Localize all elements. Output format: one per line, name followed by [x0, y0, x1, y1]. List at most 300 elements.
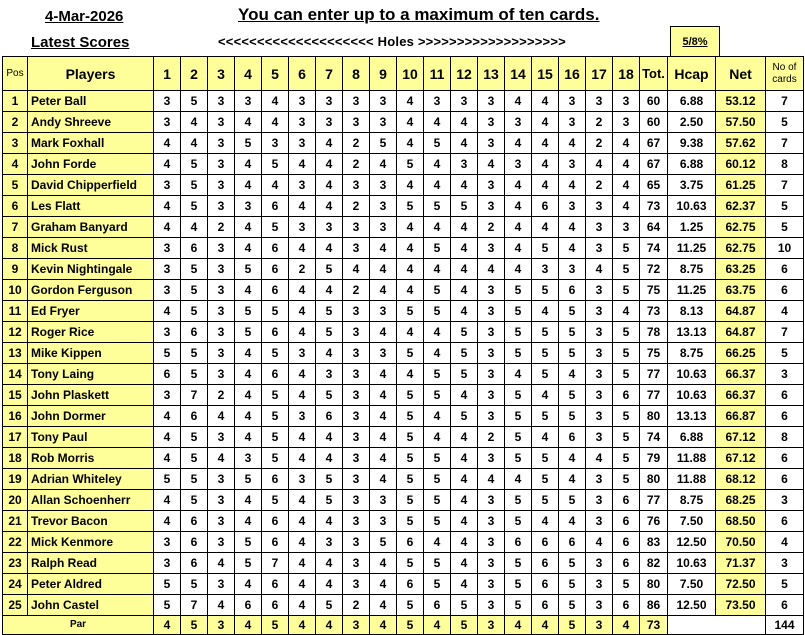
hole-score: 5: [397, 448, 424, 469]
hole-score: 4: [505, 133, 532, 154]
hole-score: 4: [559, 364, 586, 385]
hole-score: 4: [451, 385, 478, 406]
hole-score: 4: [532, 133, 559, 154]
hole-score: 4: [559, 511, 586, 532]
hole-score: 3: [289, 175, 316, 196]
hole-score: 5: [532, 490, 559, 511]
total-cell: 75: [640, 343, 668, 364]
hcap-cell: 8.75: [668, 259, 716, 280]
hole-score: 4: [613, 175, 640, 196]
hole-score: 3: [208, 112, 235, 133]
hole-score: 3: [478, 301, 505, 322]
hole-score: 3: [208, 532, 235, 553]
player-name: Mark Foxhall: [28, 133, 154, 154]
hole-score: 4: [154, 217, 181, 238]
hole-score: 5: [505, 427, 532, 448]
hole-score: 4: [451, 490, 478, 511]
hole-score: 6: [262, 511, 289, 532]
hole-score: 5: [505, 553, 532, 574]
hole-score: 4: [262, 91, 289, 112]
net-cell: 57.50: [716, 112, 766, 133]
table-row: [3, 595, 804, 616]
hole-score: 3: [235, 196, 262, 217]
hole-score: 3: [208, 322, 235, 343]
hole-score: 3: [505, 112, 532, 133]
hole-score: 4: [235, 511, 262, 532]
hole-score: 3: [154, 112, 181, 133]
hole-score: 3: [343, 553, 370, 574]
hole-score: 4: [154, 406, 181, 427]
hole-score: 5: [424, 511, 451, 532]
hole-score: 6: [262, 595, 289, 616]
hole-score: 7: [262, 553, 289, 574]
par-value: 4: [424, 616, 451, 635]
pos-cell: 1: [3, 91, 28, 112]
hole-score: 3: [208, 343, 235, 364]
net-cell: 64.87: [716, 301, 766, 322]
hole-score: 4: [316, 280, 343, 301]
net-cell: 66.25: [716, 343, 766, 364]
hole-score: 3: [316, 91, 343, 112]
net-cell: 73.50: [716, 595, 766, 616]
hole-score: 6: [613, 490, 640, 511]
hole-score: 6: [532, 532, 559, 553]
hole-score: 3: [316, 364, 343, 385]
hole-score: 4: [343, 259, 370, 280]
hole-score: 4: [208, 595, 235, 616]
hole-score: 4: [262, 175, 289, 196]
hole-score: 4: [235, 490, 262, 511]
hole-score: 4: [154, 490, 181, 511]
hole-score: 4: [532, 427, 559, 448]
net-cell: 66.37: [716, 385, 766, 406]
net-cell: 67.12: [716, 427, 766, 448]
report-date: 4-Mar-2026: [45, 8, 124, 25]
hole-score: 3: [343, 511, 370, 532]
hole-score: 3: [289, 343, 316, 364]
hole-score: 4: [154, 196, 181, 217]
hole-score: 4: [154, 448, 181, 469]
hole-score: 5: [154, 595, 181, 616]
hole-score: 5: [154, 574, 181, 595]
hole-score: 4: [289, 322, 316, 343]
hole-score: 4: [532, 217, 559, 238]
hole-score: 3: [154, 259, 181, 280]
hole-score: 3: [343, 112, 370, 133]
hole-score: 3: [343, 574, 370, 595]
hole-score: 6: [559, 532, 586, 553]
hole-score: 6: [613, 385, 640, 406]
total-cell: 73: [640, 301, 668, 322]
hole-score: 5: [262, 154, 289, 175]
cards-cell: 5: [766, 196, 804, 217]
hole-score: 4: [370, 406, 397, 427]
hole-score: 3: [478, 280, 505, 301]
hcap-cell: 8.75: [668, 490, 716, 511]
total-cell: 86: [640, 595, 668, 616]
hole-score: 5: [532, 322, 559, 343]
col-hcap: Hcap: [668, 57, 716, 91]
par-value: 4: [289, 616, 316, 635]
par-value: 4: [532, 616, 559, 635]
hole-score: 5: [262, 427, 289, 448]
pos-cell: 9: [3, 259, 28, 280]
hole-score: 4: [370, 595, 397, 616]
hole-score: 5: [181, 490, 208, 511]
hole-score: 5: [532, 364, 559, 385]
hole-score: 3: [343, 406, 370, 427]
hole-score: 4: [424, 259, 451, 280]
col-hole: 6: [289, 57, 316, 91]
hole-score: 4: [424, 427, 451, 448]
hole-score: 5: [559, 322, 586, 343]
hole-score: 4: [532, 91, 559, 112]
player-name: Kevin Nightingale: [28, 259, 154, 280]
table-row: [3, 175, 804, 196]
hole-score: 3: [316, 217, 343, 238]
hcap-cell: 7.50: [668, 511, 716, 532]
hole-score: 4: [235, 343, 262, 364]
table-row: [3, 301, 804, 322]
hole-score: 4: [505, 91, 532, 112]
handicap-allowance-box: [670, 26, 720, 57]
hole-score: 4: [289, 385, 316, 406]
table-row: [3, 259, 804, 280]
hcap-cell: 3.75: [668, 175, 716, 196]
hole-score: 5: [613, 280, 640, 301]
hole-score: 3: [208, 301, 235, 322]
hole-score: 3: [208, 364, 235, 385]
par-row: [3, 616, 804, 635]
hole-score: 4: [235, 364, 262, 385]
hole-score: 4: [316, 196, 343, 217]
player-name: Tony Laing: [28, 364, 154, 385]
hole-score: 2: [208, 385, 235, 406]
hole-score: 5: [316, 322, 343, 343]
pos-cell: 2: [3, 112, 28, 133]
net-cell: 70.50: [716, 532, 766, 553]
hcap-cell: 6.88: [668, 91, 716, 112]
hole-score: 4: [559, 238, 586, 259]
net-cell: 68.50: [716, 511, 766, 532]
hole-score: 4: [613, 301, 640, 322]
player-name: Mike Kippen: [28, 343, 154, 364]
hole-score: 5: [181, 196, 208, 217]
hole-score: 5: [613, 427, 640, 448]
hole-score: 3: [586, 511, 613, 532]
hole-score: 4: [505, 469, 532, 490]
player-name: Les Flatt: [28, 196, 154, 217]
total-cell: 60: [640, 112, 668, 133]
par-value: 5: [181, 616, 208, 635]
hole-score: 5: [397, 427, 424, 448]
net-cell: 66.37: [716, 364, 766, 385]
col-hole: 9: [370, 57, 397, 91]
hole-score: 4: [586, 259, 613, 280]
hole-score: 6: [262, 532, 289, 553]
col-pos: Pos: [3, 57, 28, 91]
table-row: [3, 448, 804, 469]
table-row: [3, 280, 804, 301]
hole-score: 3: [586, 217, 613, 238]
hole-score: 5: [181, 91, 208, 112]
total-cell: 60: [640, 91, 668, 112]
pos-cell: 12: [3, 322, 28, 343]
scores-table: [2, 56, 804, 635]
net-cell: 60.12: [716, 154, 766, 175]
hole-score: 5: [505, 406, 532, 427]
hole-score: 6: [154, 364, 181, 385]
cards-cell: 7: [766, 133, 804, 154]
hole-score: 3: [208, 133, 235, 154]
hole-score: 5: [451, 196, 478, 217]
player-name: John Forde: [28, 154, 154, 175]
total-cell: 72: [640, 259, 668, 280]
hole-score: 3: [343, 469, 370, 490]
player-name: Roger Rice: [28, 322, 154, 343]
hole-score: 5: [235, 532, 262, 553]
cards-cell: 6: [766, 595, 804, 616]
pos-cell: 3: [3, 133, 28, 154]
hole-score: 3: [559, 112, 586, 133]
hole-score: 4: [532, 175, 559, 196]
hcap-cell: 10.63: [668, 364, 716, 385]
total-cell: 80: [640, 574, 668, 595]
net-cell: 53.12: [716, 91, 766, 112]
hole-score: 3: [208, 427, 235, 448]
total-cell: 75: [640, 280, 668, 301]
hole-score: 4: [154, 511, 181, 532]
hole-score: 6: [532, 595, 559, 616]
hole-score: 5: [424, 133, 451, 154]
hole-score: 4: [208, 553, 235, 574]
hole-score: 3: [208, 238, 235, 259]
hole-score: 3: [208, 196, 235, 217]
hole-score: 4: [316, 154, 343, 175]
cards-cell: 3: [766, 364, 804, 385]
hole-score: 3: [586, 196, 613, 217]
hole-score: 4: [235, 112, 262, 133]
hole-score: 5: [235, 553, 262, 574]
hole-score: 4: [289, 196, 316, 217]
hole-score: 3: [289, 91, 316, 112]
hole-score: 3: [289, 217, 316, 238]
hole-score: 3: [586, 595, 613, 616]
hcap-cell: 11.88: [668, 469, 716, 490]
hole-score: 4: [370, 427, 397, 448]
col-hole: 11: [424, 57, 451, 91]
hole-score: 3: [586, 322, 613, 343]
hole-score: 3: [586, 490, 613, 511]
hole-score: 3: [478, 91, 505, 112]
player-name: Graham Banyard: [28, 217, 154, 238]
pos-cell: 20: [3, 490, 28, 511]
hole-score: 4: [181, 133, 208, 154]
hole-score: 4: [505, 196, 532, 217]
hole-score: 2: [343, 595, 370, 616]
table-row: [3, 490, 804, 511]
cards-cell: 4: [766, 301, 804, 322]
hole-score: 3: [478, 385, 505, 406]
hole-score: 5: [559, 301, 586, 322]
hole-score: 5: [397, 490, 424, 511]
hole-score: 4: [316, 448, 343, 469]
hole-score: 4: [316, 553, 343, 574]
hole-score: 3: [208, 574, 235, 595]
cards-cell: 3: [766, 553, 804, 574]
hole-score: 3: [343, 343, 370, 364]
par-value: 5: [559, 616, 586, 635]
hole-score: 6: [316, 406, 343, 427]
hole-score: 5: [451, 595, 478, 616]
hole-score: 3: [586, 427, 613, 448]
player-name: David Chipperfield: [28, 175, 154, 196]
hcap-cell: 11.25: [668, 238, 716, 259]
hole-score: 4: [289, 301, 316, 322]
instruction-text: You can enter up to a maximum of ten cards.: [238, 5, 600, 24]
hole-score: 5: [154, 343, 181, 364]
hole-score: 4: [289, 154, 316, 175]
hole-score: 5: [451, 406, 478, 427]
hole-score: 3: [478, 511, 505, 532]
hole-score: 3: [478, 532, 505, 553]
hole-score: 3: [208, 280, 235, 301]
par-value: 4: [235, 616, 262, 635]
col-hole: 4: [235, 57, 262, 91]
total-cell: 73: [640, 196, 668, 217]
hole-score: 2: [586, 133, 613, 154]
hole-score: 3: [478, 448, 505, 469]
hole-score: 5: [181, 154, 208, 175]
player-name: Andy Shreeve: [28, 112, 154, 133]
hole-score: 4: [316, 238, 343, 259]
hole-score: 6: [613, 553, 640, 574]
hole-score: 5: [424, 301, 451, 322]
player-name: Gordon Ferguson: [28, 280, 154, 301]
cards-cell: 7: [766, 91, 804, 112]
hole-score: 4: [559, 448, 586, 469]
total-cell: 83: [640, 532, 668, 553]
hole-score: 5: [154, 469, 181, 490]
hole-score: 6: [181, 553, 208, 574]
hole-score: 5: [505, 322, 532, 343]
hole-score: 4: [451, 259, 478, 280]
hole-score: 3: [289, 469, 316, 490]
hole-score: 4: [505, 364, 532, 385]
player-name: Peter Ball: [28, 91, 154, 112]
hcap-cell: 6.88: [668, 154, 716, 175]
col-hole: 15: [532, 57, 559, 91]
pos-cell: 16: [3, 406, 28, 427]
hole-score: 4: [181, 217, 208, 238]
hole-score: 5: [613, 574, 640, 595]
hole-score: 5: [262, 490, 289, 511]
col-hole: 5: [262, 57, 289, 91]
hole-score: 3: [559, 196, 586, 217]
hole-score: 2: [208, 217, 235, 238]
hole-score: 4: [235, 427, 262, 448]
hole-score: 4: [208, 406, 235, 427]
table-row: [3, 553, 804, 574]
hole-score: 3: [478, 553, 505, 574]
hole-score: 4: [397, 280, 424, 301]
hole-score: 5: [235, 259, 262, 280]
hole-score: 3: [613, 112, 640, 133]
par-value: 3: [343, 616, 370, 635]
hole-score: 3: [343, 238, 370, 259]
hole-score: 5: [397, 301, 424, 322]
hole-score: 6: [397, 574, 424, 595]
hcap-cell: 8.75: [668, 343, 716, 364]
hole-score: 5: [505, 385, 532, 406]
hole-score: 3: [154, 553, 181, 574]
hole-score: 3: [586, 553, 613, 574]
hole-score: 5: [424, 238, 451, 259]
hole-score: 3: [559, 91, 586, 112]
cards-cell: 5: [766, 343, 804, 364]
hole-score: 3: [316, 112, 343, 133]
total-cell: 80: [640, 406, 668, 427]
par-value: 3: [208, 616, 235, 635]
hole-score: 4: [370, 280, 397, 301]
hole-score: 3: [478, 574, 505, 595]
hole-score: 5: [235, 322, 262, 343]
par-value: 4: [613, 616, 640, 635]
hole-score: 3: [586, 364, 613, 385]
col-hole: 17: [586, 57, 613, 91]
hole-score: 3: [478, 196, 505, 217]
hole-score: 6: [424, 595, 451, 616]
player-name: Mick Rust: [28, 238, 154, 259]
hole-score: 3: [613, 91, 640, 112]
hole-score: 3: [343, 175, 370, 196]
table-row: [3, 343, 804, 364]
hole-score: 5: [532, 406, 559, 427]
hole-score: 5: [316, 595, 343, 616]
hole-score: 5: [613, 406, 640, 427]
hole-score: 4: [370, 574, 397, 595]
total-cell: 67: [640, 133, 668, 154]
hcap-cell: 8.13: [668, 301, 716, 322]
table-row: [3, 217, 804, 238]
hole-score: 3: [289, 112, 316, 133]
hole-score: 3: [289, 133, 316, 154]
hole-score: 5: [316, 301, 343, 322]
hole-score: 3: [343, 448, 370, 469]
table-row: [3, 196, 804, 217]
col-hole: 13: [478, 57, 505, 91]
col-hole: 8: [343, 57, 370, 91]
pos-cell: 6: [3, 196, 28, 217]
hole-score: 3: [370, 343, 397, 364]
latest-scores-heading: Latest Scores: [31, 34, 130, 51]
hole-score: 5: [532, 238, 559, 259]
hole-score: 4: [289, 280, 316, 301]
hole-score: 5: [181, 259, 208, 280]
hole-score: 4: [424, 175, 451, 196]
col-cards: No of cards: [766, 57, 804, 91]
hole-score: 3: [343, 427, 370, 448]
hole-score: 3: [559, 154, 586, 175]
pos-cell: 23: [3, 553, 28, 574]
hole-score: 3: [370, 511, 397, 532]
hole-score: 5: [532, 343, 559, 364]
hole-score: 4: [532, 112, 559, 133]
hole-score: 4: [397, 364, 424, 385]
pos-cell: 4: [3, 154, 28, 175]
hole-score: 4: [235, 280, 262, 301]
par-value: 4: [154, 616, 181, 635]
